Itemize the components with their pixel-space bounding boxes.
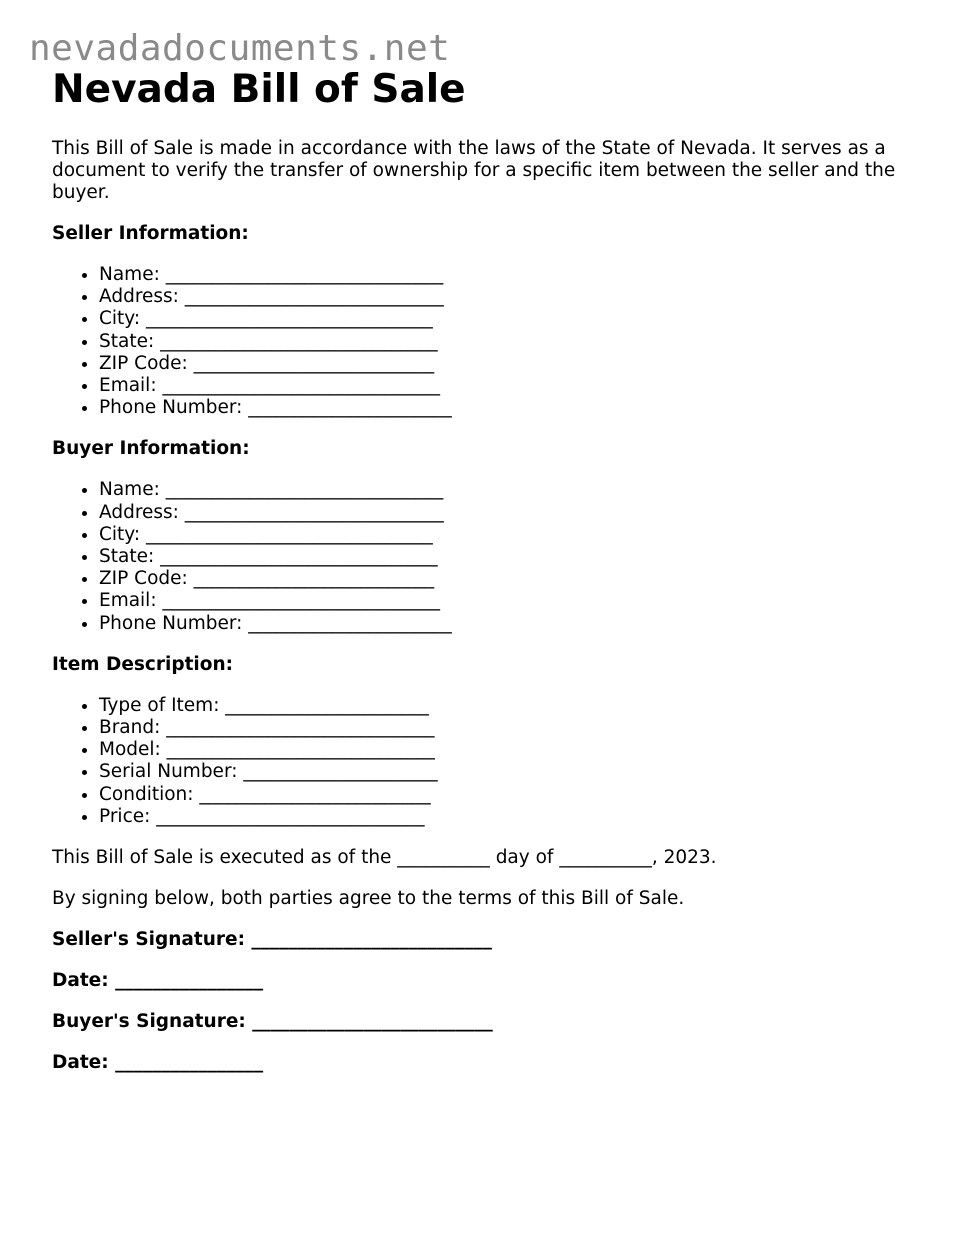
buyer-date-line: Date: ________________: [52, 1052, 264, 1074]
item-fields-list: [52, 695, 912, 828]
document-title: Nevada Bill of Sale: [52, 67, 466, 112]
buyer-section-heading: Buyer Information:: [52, 438, 250, 460]
buyer-city-field: • City: _______________________________: [99, 524, 912, 546]
buyer-signature-line: Buyer's Signature: __________________________: [52, 1011, 493, 1033]
seller-section-heading: Seller Information:: [52, 223, 249, 244]
item-type-field: • Type of Item: ______________________: [99, 695, 912, 717]
seller-signature-line: Seller's Signature: __________________________: [52, 929, 492, 951]
seller-fields-list: [52, 264, 912, 419]
seller-city-field: • City: _______________________________: [99, 308, 912, 330]
item-model-field: • Model: _____________________________: [99, 739, 912, 761]
watermark-text: nevadadocuments.net: [29, 28, 451, 69]
item-brand-field: • Brand: _____________________________: [99, 717, 912, 739]
buyer-email-field: • Email: ______________________________: [99, 590, 912, 612]
seller-name-field: • Name: ______________________________: [99, 264, 912, 286]
execution-statement: This Bill of Sale is executed as of the __________ day of __________, 2023.: [52, 847, 717, 869]
seller-phone-field: • Phone Number: ______________________: [99, 397, 912, 419]
document-body: [52, 66, 912, 1074]
buyer-zip-field: • ZIP Code: __________________________: [99, 568, 912, 590]
buyer-fields-list: [52, 479, 912, 634]
item-condition-field: • Condition: _________________________: [99, 784, 912, 806]
buyer-address-field: • Address: ____________________________: [99, 502, 912, 524]
item-section-heading: Item Description:: [52, 653, 234, 675]
agreement-statement: By signing below, both parties agree to the terms of this Bill of Sale.: [52, 888, 685, 910]
seller-state-field: • State: ______________________________: [99, 331, 912, 353]
intro-paragraph: This Bill of Sale is made in accordance with the laws of the State of Nevada. It serves as a document to verify the transfer of ownership for a specific item between the seller and the buyer.: [52, 138, 896, 203]
seller-zip-field: • ZIP Code: __________________________: [99, 353, 912, 375]
seller-email-field: • Email: ______________________________: [99, 375, 912, 397]
buyer-state-field: • State: ______________________________: [99, 546, 912, 568]
seller-address-field: • Address: ____________________________: [99, 286, 912, 308]
item-serial-field: • Serial Number: _____________________: [99, 761, 912, 783]
item-price-field: • Price: _____________________________: [99, 806, 912, 828]
buyer-name-field: • Name: ______________________________: [99, 479, 912, 501]
buyer-phone-field: • Phone Number: ______________________: [99, 613, 912, 635]
seller-date-line: Date: ________________: [52, 970, 264, 992]
